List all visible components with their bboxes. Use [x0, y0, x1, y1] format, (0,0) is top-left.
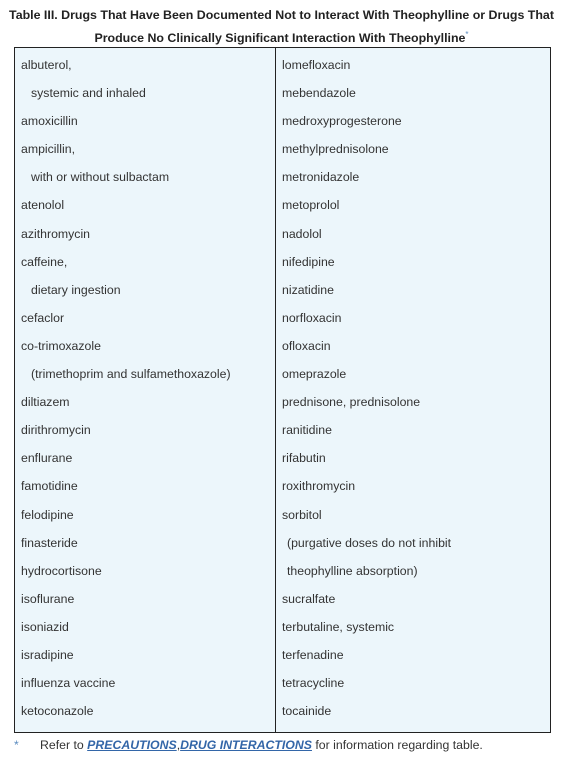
- table-cell: theophylline absorption): [287, 563, 418, 578]
- footnote-separator: ,: [176, 738, 181, 752]
- table-cell: amoxicillin: [21, 114, 78, 129]
- precautions-link[interactable]: PRECAUTIONS: [87, 738, 177, 752]
- table-cell: famotidine: [21, 479, 78, 494]
- table-cell: ranitidine: [282, 423, 332, 438]
- table-cell: ketoconazole: [21, 704, 94, 719]
- table-cell: mebendazole: [282, 86, 356, 101]
- caption-footnote-mark[interactable]: *: [465, 30, 469, 39]
- table-cell: atenolol: [21, 198, 65, 213]
- drug-table: [14, 47, 551, 733]
- table-cell: (purgative doses do not inhibit: [287, 535, 452, 550]
- table-cell: tetracycline: [282, 676, 345, 691]
- table-cell: rifabutin: [282, 451, 326, 466]
- table-cell: roxithromycin: [282, 479, 356, 494]
- table-cell: hydrocortisone: [21, 563, 102, 578]
- footnote-suffix: for information regarding table.: [311, 738, 483, 752]
- table-cell: lomefloxacin: [282, 58, 351, 72]
- table-cell: dirithromycin: [21, 423, 91, 438]
- table-cell: systemic and inhaled: [31, 86, 146, 101]
- table-cell: albuterol,: [21, 58, 72, 72]
- table-cell: dietary ingestion: [31, 282, 121, 297]
- table-cell: ampicillin,: [21, 142, 75, 157]
- table-cell: sorbitol: [282, 507, 322, 522]
- table-cell: diltiazem: [21, 395, 70, 410]
- footnote-prefix: Refer to: [40, 738, 88, 752]
- table-cell: sucralfate: [282, 591, 336, 606]
- table-cell: tocainide: [282, 704, 332, 719]
- table-cell: nizatidine: [282, 282, 334, 297]
- table-cell: azithromycin: [21, 226, 91, 241]
- table-cell: omeprazole: [282, 367, 347, 382]
- table-cell: felodipine: [21, 507, 74, 522]
- table-cell: medroxyprogesterone: [282, 114, 402, 129]
- right-column: [276, 48, 550, 732]
- caption-line-2: [8, 25, 555, 48]
- table-cell: metoprolol: [282, 198, 340, 213]
- table-cell: cefaclor: [21, 310, 65, 325]
- table-cell: ofloxacin: [282, 338, 331, 353]
- drug-interactions-link[interactable]: DRUG INTERACTIONS: [180, 738, 312, 752]
- table-cell: terbutaline, systemic: [282, 619, 395, 634]
- table-cell: (trimethoprim and sulfamethoxazole): [31, 367, 231, 382]
- table-cell: enflurane: [21, 451, 73, 466]
- table-footnote: [14, 738, 483, 752]
- table-cell: finasteride: [21, 535, 78, 550]
- table-cell: terfenadine: [282, 647, 344, 662]
- table-cell: isoflurane: [21, 591, 75, 606]
- table-cell: norfloxacin: [282, 310, 342, 325]
- table-cell: methylprednisolone: [282, 142, 389, 157]
- caption-line-2-text: Produce No Clinically Significant Interaction With Theophylline: [94, 31, 466, 46]
- table-caption: [8, 5, 555, 48]
- table-cell: caffeine,: [21, 254, 68, 269]
- left-column: [15, 48, 276, 732]
- table-cell: nadolol: [282, 226, 322, 241]
- caption-line-1: Table III. Drugs That Have Been Documented Not to Interact With Theophylline or Drugs That: [9, 8, 554, 22]
- table-cell: co-trimoxazole: [21, 338, 101, 353]
- footnote-mark: *: [14, 738, 19, 752]
- table-cell: influenza vaccine: [21, 676, 116, 691]
- table-cell: nifedipine: [282, 254, 335, 269]
- table-cell: with or without sulbactam: [31, 170, 170, 185]
- table-cell: isoniazid: [21, 619, 69, 634]
- table-cell: isradipine: [21, 647, 74, 662]
- table-cell: metronidazole: [282, 170, 360, 185]
- table-cell: prednisone, prednisolone: [282, 395, 421, 410]
